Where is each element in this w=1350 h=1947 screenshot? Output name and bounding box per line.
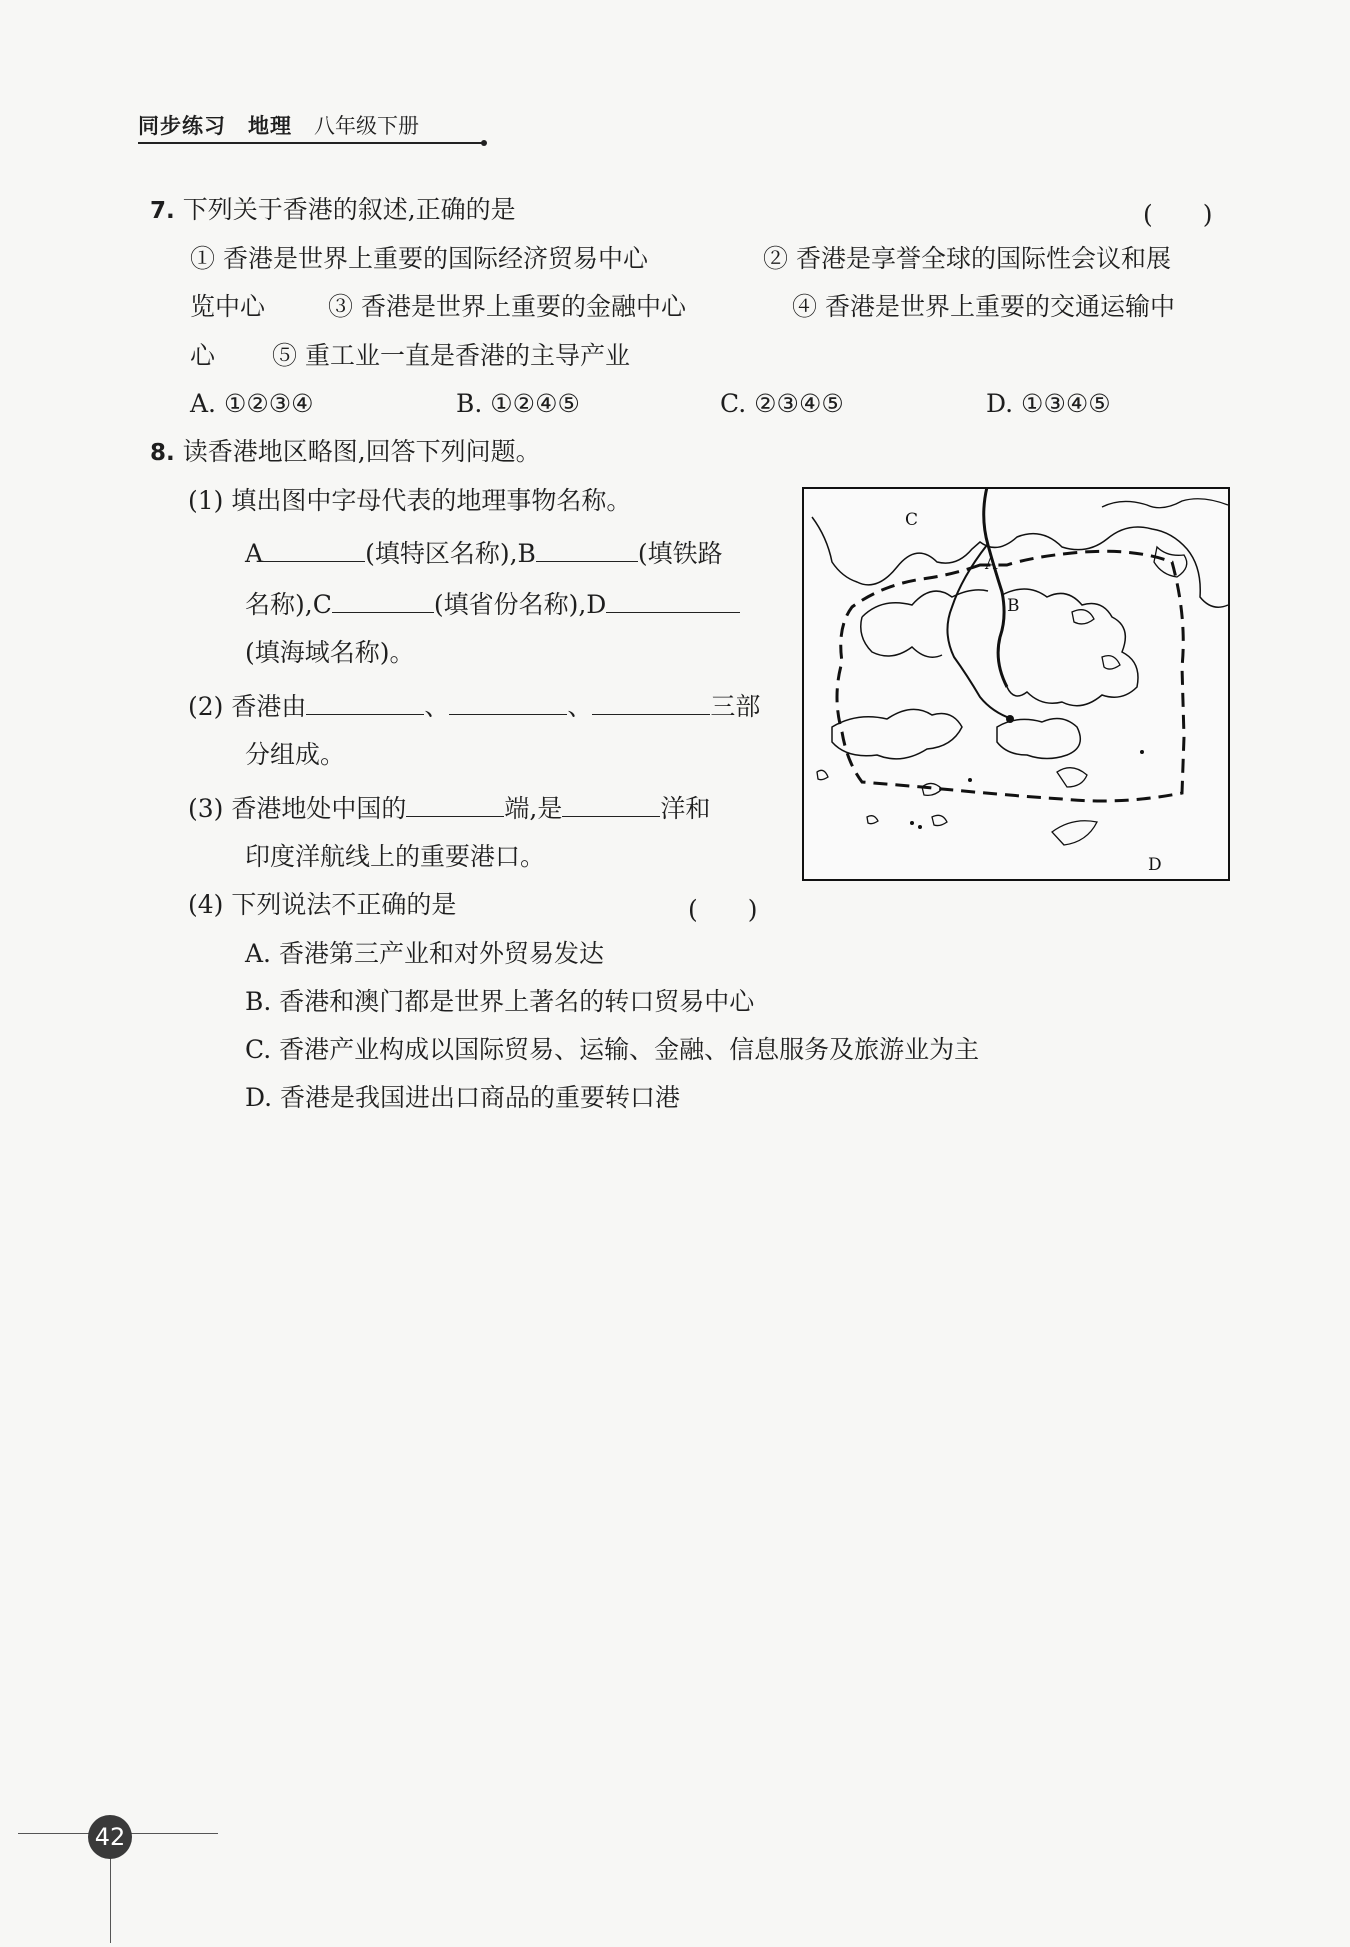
- blank-a[interactable]: [263, 539, 365, 562]
- q7-option-d: D. ①③④⑤: [986, 389, 1111, 418]
- q8-part4-option-b: B. 香港和澳门都是世界上著名的转口贸易中心: [245, 987, 755, 1016]
- page-number-vertical-rule: [110, 1855, 111, 1943]
- grade-title: 八年级下册: [314, 114, 419, 138]
- label-c: 名称),C: [245, 590, 332, 619]
- page-number: 42: [88, 1815, 132, 1859]
- q7-statement-3: ③ 香港是世界上重要的金融中心: [328, 292, 686, 321]
- label-d: (填省份名称),D: [433, 590, 607, 619]
- q8-part4-option-a: A. 香港第三产业和对外贸易发达: [245, 939, 604, 968]
- page-header: [138, 110, 419, 140]
- q7-stem: 下列关于香港的叙述,正确的是: [182, 195, 516, 224]
- q7-stem-line: [150, 195, 516, 226]
- q8-part4-title: (4) 下列说法不正确的是: [188, 890, 457, 919]
- map-label-b: B: [1007, 596, 1020, 616]
- q8-part3-line2: 印度洋航线上的重要港口。: [245, 842, 546, 871]
- q7-statement-5: ⑤ 重工业一直是香港的主导产业: [272, 341, 630, 370]
- part2-sep-2: 、: [567, 692, 593, 721]
- q7-statement-2: ② 香港是享誉全球的国际性会议和展: [763, 244, 1171, 273]
- hong-kong-sketch-map: [802, 487, 1230, 881]
- q8-part4-option-d: D. 香港是我国进出口商品的重要转口港: [245, 1083, 681, 1112]
- q7-answer-paren: ( ): [1143, 200, 1213, 229]
- q8-part3-line1: [188, 794, 710, 824]
- header-dot: [481, 140, 487, 146]
- blank-region-1[interactable]: [306, 692, 424, 715]
- q7-statement-2-cont: 览中心: [190, 292, 266, 321]
- q8-part1-line1: [245, 539, 723, 569]
- q7-statement-1: ① 香港是世界上重要的国际经济贸易中心: [190, 244, 648, 273]
- map-label-d: D: [1148, 855, 1162, 875]
- map-label-a: A: [985, 554, 998, 574]
- q8-part1-line3: (填海域名称)。: [245, 638, 415, 667]
- q8-part4-option-c: C. 香港产业构成以国际贸易、运输、金融、信息服务及旅游业为主: [245, 1035, 980, 1064]
- blank-region-2[interactable]: [449, 692, 567, 715]
- q8-part1-line2: [245, 590, 740, 620]
- series-title: 同步练习: [138, 114, 226, 138]
- header-rule: [138, 142, 484, 144]
- blank-b[interactable]: [536, 539, 638, 562]
- part3-prefix: (3) 香港地处中国的: [188, 794, 407, 823]
- label-a: A: [245, 539, 264, 568]
- q8-number: 8.: [150, 440, 175, 466]
- label-b: (填特区名称),B: [365, 539, 536, 568]
- map-label-c: C: [905, 510, 919, 530]
- blank-direction[interactable]: [406, 794, 504, 817]
- q7-option-c: C. ②③④⑤: [720, 389, 844, 418]
- blank-region-3[interactable]: [592, 692, 710, 715]
- q7-number: 7.: [150, 198, 175, 224]
- q7-statement-4: ④ 香港是世界上重要的交通运输中: [792, 292, 1175, 321]
- part3-suffix: 洋和: [660, 794, 711, 823]
- part3-middle: 端,是: [504, 794, 563, 823]
- q7-statement-4-cont: 心: [190, 341, 216, 370]
- blank-ocean[interactable]: [562, 794, 660, 817]
- part2-prefix: (2) 香港由: [188, 692, 307, 721]
- q8-part2-line2: 分组成。: [245, 740, 346, 769]
- q7-option-a: A. ①②③④: [190, 389, 314, 418]
- q8-part4-answer-paren: ( ): [688, 895, 758, 924]
- blank-d[interactable]: [606, 590, 740, 613]
- part2-sep-1: 、: [424, 692, 450, 721]
- q8-stem-line: [150, 437, 541, 468]
- q7-option-b: B. ①②④⑤: [456, 389, 580, 418]
- blank-c[interactable]: [332, 590, 434, 613]
- q8-part2-line1: [188, 692, 760, 722]
- subject-title: 地理: [248, 114, 292, 138]
- part2-suffix: 三部: [710, 692, 761, 721]
- q8-part1-title: (1) 填出图中字母代表的地理事物名称。: [188, 486, 632, 515]
- q8-stem: 读香港地区略图,回答下列问题。: [182, 437, 541, 466]
- label-b-hint: (填铁路: [637, 539, 723, 568]
